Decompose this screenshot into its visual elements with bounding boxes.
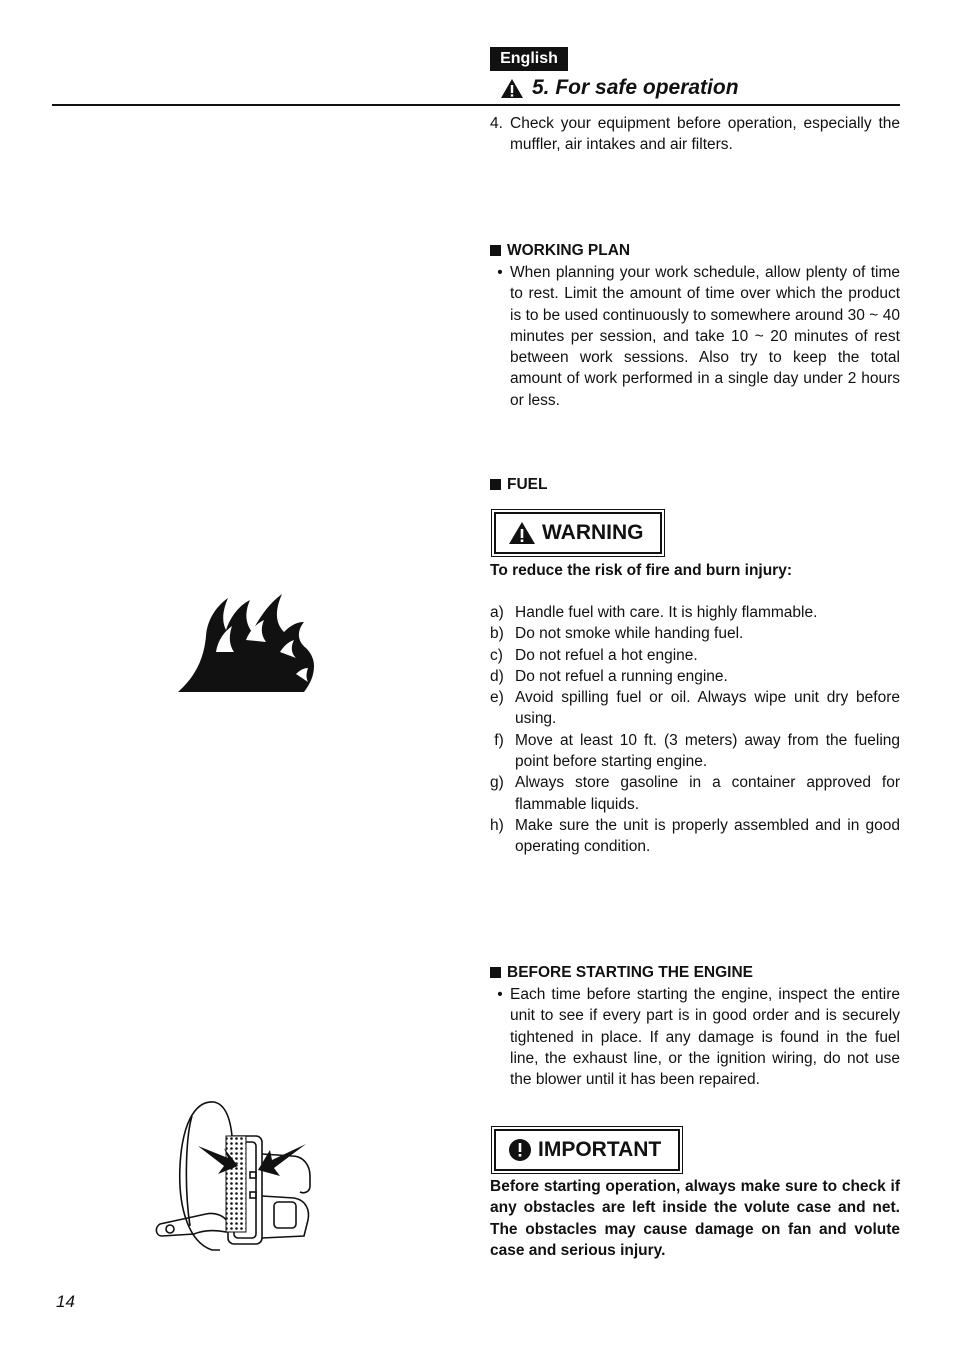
working-plan-heading (490, 240, 900, 261)
warning-label: WARNING (542, 521, 644, 544)
page-number: 14 (56, 1292, 75, 1311)
before-start-paragraph (490, 984, 900, 1090)
fuel-list-item (490, 602, 900, 623)
fuel-list-item (490, 666, 900, 687)
language-tab: English (490, 47, 568, 71)
square-bullet-icon (490, 967, 501, 978)
working-plan-text: When planning your work schedule, allow plenty of time to rest. Limit the amount of time over which the product is to be used continuously to somewhere around 30 ~ 40 minutes per session, and take 10 ~ 20 minutes of rest between work sessions. Also try to keep the total amount of work performed in a single day under 2 hours or less. (510, 264, 900, 409)
bullet: • (497, 986, 503, 1003)
square-bullet-icon (490, 479, 501, 490)
fuel-list (490, 602, 900, 858)
flame-icon (176, 592, 318, 694)
fuel-list-item (490, 623, 900, 644)
warning-triangle-icon (508, 521, 536, 545)
fuel-list-item-label: b) (490, 625, 504, 643)
header-rule (52, 104, 900, 106)
fuel-list-item-text: Move at least 10 ft. (3 meters) away from the fueling point before starting engine. (515, 731, 900, 771)
fuel-list-item (490, 772, 900, 815)
fuel-list-item-text: Handle fuel with care. It is highly flammable. (515, 604, 818, 621)
important-box (494, 1129, 680, 1171)
section-title-text: 5. For safe operation (532, 76, 739, 99)
fuel-heading-text: FUEL (507, 476, 548, 493)
fuel-list-item-text: Make sure the unit is properly assembled and in good operating condition. (515, 816, 900, 856)
fuel-list-item (490, 730, 900, 773)
important-label: IMPORTANT (538, 1138, 662, 1161)
before-start-text: Each time before starting the engine, inspect the entire unit to see if every part is in good order and is securely tightened in place. If any damage is found in the fuel line, the exhaust line, or the ignition wiring, do not use the blower until it has been repaired. (510, 986, 900, 1089)
warning-triangle-icon (500, 78, 524, 99)
working-plan-heading-text: WORKING PLAN (507, 242, 631, 259)
item-4 (490, 113, 900, 156)
working-plan-paragraph (490, 262, 900, 411)
fuel-heading (490, 474, 900, 495)
before-start-heading (490, 962, 900, 983)
square-bullet-icon (490, 245, 501, 256)
section-title (500, 76, 739, 100)
fuel-intro: To reduce the risk of fire and burn injury: (490, 562, 793, 579)
fuel-list-item-text: Always store gasoline in a container approved for flammable liquids. (515, 774, 900, 813)
fuel-list-item-text: Avoid spilling fuel or oil. Always wipe unit dry before using. (515, 689, 900, 728)
fuel-list-item (490, 645, 900, 666)
fuel-list-item (490, 687, 900, 730)
fuel-list-item-label: c) (490, 646, 503, 664)
fuel-list-item-label: d) (490, 667, 504, 685)
exclamation-circle-icon (508, 1138, 532, 1162)
fuel-list-item-text: Do not refuel a hot engine. (515, 646, 698, 664)
fuel-list-item-text: Do not refuel a running engine. (515, 667, 728, 685)
fuel-list-item-label: h) (490, 816, 504, 834)
fuel-list-item-label: g) (490, 774, 504, 792)
fuel-list-item-text: Do not smoke while handing fuel. (515, 625, 744, 643)
item-4-text: Check your equipment before operation, especially the muffler, air intakes and air filters. (510, 115, 900, 154)
fuel-list-item-label: e) (490, 689, 504, 707)
warning-box (494, 512, 662, 554)
before-start-heading-text: BEFORE STARTING THE ENGINE (507, 964, 754, 981)
fuel-list-item-label: f) (490, 731, 504, 749)
item-4-label: 4. (490, 115, 503, 132)
blower-illustration (154, 1096, 318, 1256)
fuel-list-item (490, 815, 900, 858)
bullet: • (497, 264, 503, 281)
important-text: Before starting operation, always make sure to check if any obstacles are left inside the volute case and net. The obstacles may cause damage on fan and volute case and serious injury. (490, 1178, 900, 1259)
fuel-list-item-label: a) (490, 604, 504, 621)
